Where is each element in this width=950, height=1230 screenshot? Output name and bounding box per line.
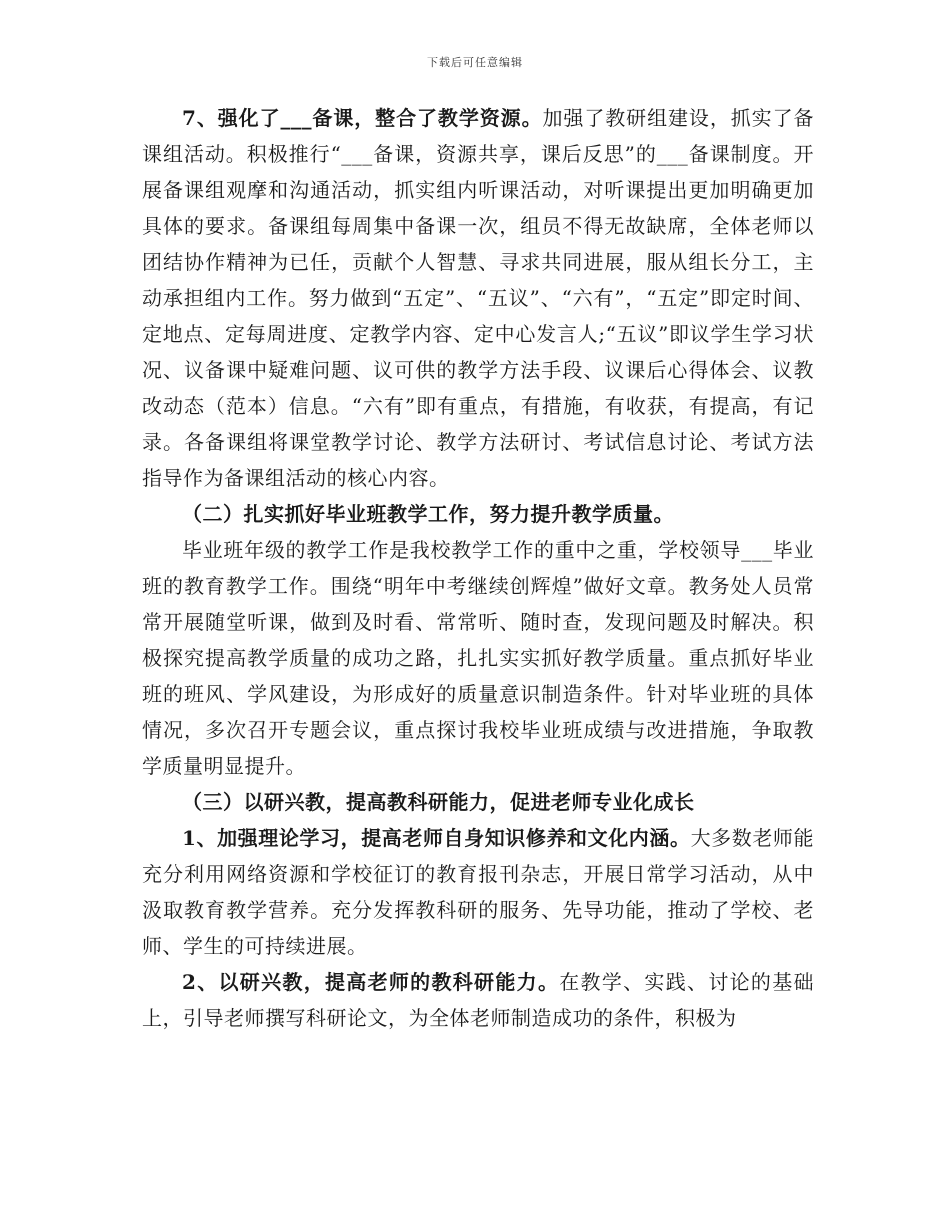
section-heading-research: （三）以研兴教，提高教科研能力，促进老师专业化成长 <box>182 790 695 814</box>
paragraph-text: 毕业班年级的教学工作是我校教学工作的重中之重，学校领导___毕业班的教育教学工作。围绕“明年中考继续创辉煌”做好文章。教务处人员常常开展随堂听课，做到及时看、常常听、随时查，发现问题及时解决。积极探究提高教学质量的成功之路，扎扎实实抓好教学质量。重点抓好毕业班的班风、学风建设，为形成好的质量意识制造条件。针对毕业班的具体情况，多次召开专题会议，重点探讨我校毕业班成绩与改进措施，争取教学质量明显提升。 <box>142 538 814 778</box>
paragraph-lead: 1、加强理论学习，提高老师自身知识修养和文化内涵。 <box>182 826 691 850</box>
paragraph-text: 大多数老师能充分利用网络资源和学校征订的教育报刊杂志，开展日常学习活动，从中汲取教育教学营养。充分发挥教科研的服务、先导功能，推动了学校、老师、学生的可持续进展。 <box>142 826 815 958</box>
page-header-note: 下载后可任意编辑 <box>427 56 523 69</box>
paragraph-lead: 2、以研兴教，提高老师的教科研能力。 <box>182 970 560 994</box>
paragraph-research-ability <box>142 964 814 1036</box>
paragraph-lead: 7、强化了___备课，整合了教学资源。 <box>182 106 543 130</box>
paragraph-graduating-class <box>142 532 814 784</box>
paragraph-theory-study <box>142 820 814 964</box>
paragraph-text: 加强了教研组建设，抓实了备课组活动。积极推行“___备课，资源共享，课后反思”的___备课制度。开展备课组观摩和沟通活动，抓实组内听课活动，对听课提出更加明确更加具体的要求。备课组每周集中备课一次，组员不得无故缺席，全体老师以团结协作精神为已任，贡献个人智慧、寻求共同进展，服从组长分工，主动承担组内工作。努力做到“五定”、“五议”、“六有”，“五定”即定时间、定地点、定每周进度、定教学内容、定中心发言人;“五议”即议学生学习状况、议备课中疑难问题、议可供的教学方法手段、议课后心得体会、议教改动态（范本）信息。“六有”即有重点，有措施，有收获，有提高，有记录。各备课组将课堂教学讨论、教学方法研讨、考试信息讨论、考试方法指导作为备课组活动的核心内容。 <box>142 106 814 490</box>
paragraph-lesson-prep <box>142 100 814 496</box>
document-body <box>142 100 814 1036</box>
paragraph-text: 在教学、实践、讨论的基础上，引导老师撰写科研论文，为全体老师制造成功的条件，积极为 <box>142 970 815 1030</box>
section-heading-graduating-class: （二）扎实抓好毕业班教学工作，努力提升教学质量。 <box>182 502 674 526</box>
